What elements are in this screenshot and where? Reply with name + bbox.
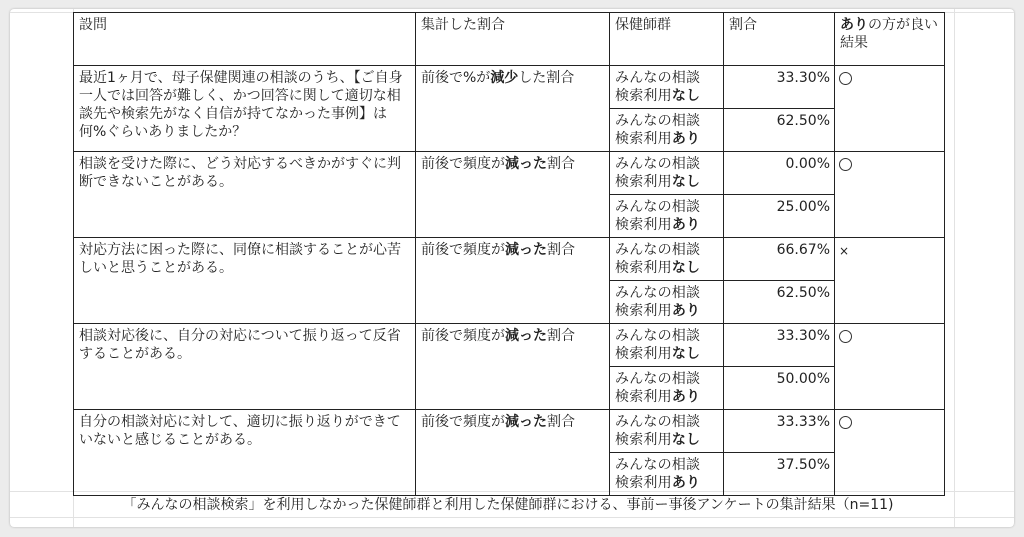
question-cell: 最近1ヶ月で、母子保健関連の相談のうち、【ご自身一人では回答が難しく、かつ回答に関して適切な相談先や検索先がなく自信が持てなかった事例】は何%ぐらいありましたか？ [74, 66, 416, 152]
group-line2: 検索利用 [615, 432, 672, 448]
group-used-cell [610, 453, 724, 496]
pct-used-cell: 50.00% [724, 367, 835, 410]
grid-line [954, 9, 955, 527]
table-row [74, 324, 945, 367]
pct-none-cell: 33.30% [724, 324, 835, 367]
circle-mark-icon [839, 72, 852, 85]
group-none-cell [610, 324, 724, 367]
better-mark-cell [835, 152, 945, 238]
table-row [74, 66, 945, 109]
metric-prefix: 前後で頻度が [421, 414, 505, 430]
group-line2: 検索利用 [615, 88, 672, 104]
pct-used-cell: 37.50% [724, 453, 835, 496]
question-cell: 相談対応後に、自分の対応について振り返って反省することがある。 [74, 324, 416, 410]
group-line1: みんなの相談 [615, 242, 701, 258]
pct-used-cell: 62.50% [724, 281, 835, 324]
group-line1: みんなの相談 [615, 328, 701, 344]
table-row [74, 410, 945, 453]
group-used-label: あり [671, 389, 701, 405]
group-none-label: なし [671, 260, 701, 276]
table-row [74, 238, 945, 281]
header-aggregated-ratio: 集計した割合 [416, 13, 610, 66]
group-used-cell [610, 195, 724, 238]
circle-mark-icon [839, 158, 852, 171]
group-line2: 検索利用 [615, 174, 672, 190]
better-mark-cell [835, 66, 945, 152]
group-used-cell [610, 367, 724, 410]
table-body [74, 66, 945, 496]
metric-suffix: 割合 [547, 328, 575, 344]
pct-used-cell: 25.00% [724, 195, 835, 238]
spreadsheet-sheet [10, 9, 1014, 527]
results-table [73, 12, 945, 496]
group-line2: 検索利用 [615, 389, 672, 405]
metric-prefix: 前後で頻度が [421, 156, 505, 172]
group-used-cell [610, 281, 724, 324]
group-used-label: あり [671, 131, 701, 147]
group-line1: みんなの相談 [615, 199, 701, 215]
header-nurse-group: 保健師群 [610, 13, 724, 66]
metric-bold: 減少 [490, 70, 519, 86]
group-line2: 検索利用 [615, 217, 672, 233]
pct-used-cell: 62.50% [724, 109, 835, 152]
group-used-label: あり [671, 217, 701, 233]
metric-prefix: 前後で%が [421, 70, 491, 86]
header-question: 設問 [74, 13, 416, 66]
question-cell: 相談を受けた際に、どう対応するべきかがすぐに判断できないことがある。 [74, 152, 416, 238]
question-cell: 自分の相談対応に対して、適切に振り返りができていないと感じることがある。 [74, 410, 416, 496]
metric-cell [416, 66, 610, 152]
group-none-cell [610, 238, 724, 281]
group-used-cell [610, 109, 724, 152]
metric-cell [416, 238, 610, 324]
header-better-bold: あり [840, 17, 868, 33]
better-mark-cell [835, 410, 945, 496]
group-line1: みんなの相談 [615, 371, 701, 387]
group-line2: 検索利用 [615, 303, 672, 319]
group-none-label: なし [671, 346, 701, 362]
circle-mark-icon [839, 416, 852, 429]
group-line2: 検索利用 [615, 346, 672, 362]
group-none-cell [610, 66, 724, 109]
metric-suffix: 割合 [547, 414, 575, 430]
better-mark-cell [835, 238, 945, 324]
group-none-cell [610, 152, 724, 195]
table-row [74, 152, 945, 195]
pct-none-cell: 33.33% [724, 410, 835, 453]
grid-line [10, 517, 1014, 518]
group-line1: みんなの相談 [615, 457, 701, 473]
group-line1: みんなの相談 [615, 414, 701, 430]
group-used-label: あり [671, 475, 701, 491]
group-line1: みんなの相談 [615, 70, 701, 86]
header-row [74, 13, 945, 66]
pct-none-cell: 0.00% [724, 152, 835, 195]
circle-mark-icon [839, 330, 852, 343]
group-line1: みんなの相談 [615, 156, 701, 172]
pct-none-cell: 33.30% [724, 66, 835, 109]
group-none-label: なし [671, 432, 701, 448]
cross-mark-icon: × [839, 244, 850, 258]
group-none-label: なし [671, 174, 701, 190]
header-ratio: 割合 [724, 13, 835, 66]
metric-cell [416, 152, 610, 238]
metric-bold: 減った [505, 414, 547, 430]
pct-none-cell: 66.67% [724, 238, 835, 281]
metric-bold: 減った [505, 328, 547, 344]
metric-suffix: 割合 [547, 156, 575, 172]
metric-cell [416, 324, 610, 410]
metric-suffix: した割合 [518, 70, 575, 86]
group-line1: みんなの相談 [615, 285, 701, 301]
better-mark-cell [835, 324, 945, 410]
question-cell: 対応方法に困った際に、同僚に相談することが心苦しいと思うことがある。 [74, 238, 416, 324]
group-line2: 検索利用 [615, 131, 672, 147]
metric-suffix: 割合 [547, 242, 575, 258]
metric-bold: 減った [505, 156, 547, 172]
group-used-label: あり [671, 303, 701, 319]
group-none-cell [610, 410, 724, 453]
group-line2: 検索利用 [615, 260, 672, 276]
metric-cell [416, 410, 610, 496]
group-line1: みんなの相談 [615, 113, 701, 129]
metric-prefix: 前後で頻度が [421, 328, 505, 344]
group-line2: 検索利用 [615, 475, 672, 491]
group-none-label: なし [671, 88, 701, 104]
table-caption: 「みんなの相談検索」を利用しなかった保健師群と利用した保健師群における、事前ー事後アンケートの集計結果（n=11) [122, 497, 894, 513]
metric-bold: 減った [505, 242, 547, 258]
header-better-result [835, 13, 945, 66]
header-better-rest: の方が良い結果 [840, 17, 938, 51]
metric-prefix: 前後で頻度が [421, 242, 505, 258]
